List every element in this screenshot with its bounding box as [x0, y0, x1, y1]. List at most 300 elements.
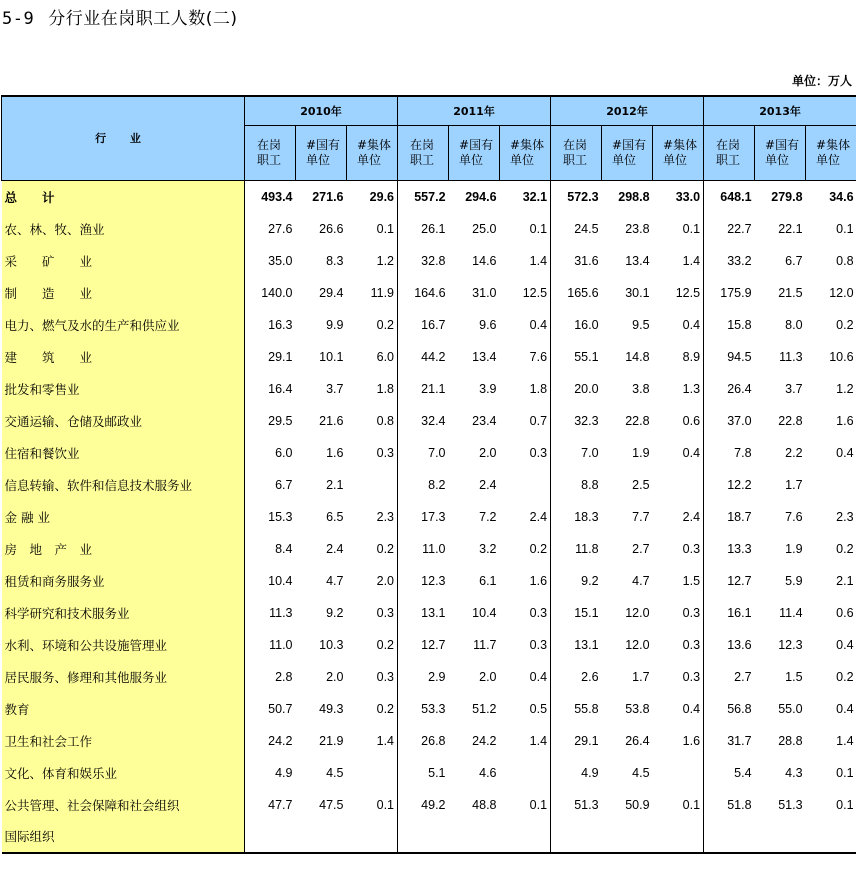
value-cell: 53.8: [625, 701, 650, 716]
value-cell: 12.5: [500, 277, 551, 309]
value-cell: 14.6: [472, 253, 497, 268]
employed-staff-header: 在岗 职工: [551, 126, 602, 181]
industry-name: 教育: [2, 693, 245, 725]
value-cell: [653, 757, 704, 789]
value-cell: 16.4: [268, 381, 293, 396]
value-cell: 2.6: [581, 669, 599, 684]
value-cell: [653, 821, 704, 853]
value-cell: 0.1: [500, 789, 551, 821]
value-cell: 5.9: [785, 573, 803, 588]
value-cell: 10.4: [268, 573, 293, 588]
value-cell: 0.3: [347, 597, 398, 629]
value-cell: 55.1: [574, 349, 599, 364]
value-cell: 51.3: [778, 797, 803, 812]
value-cell: 2.8: [275, 669, 293, 684]
employed-staff-header: 在岗 职工: [398, 126, 449, 181]
value-cell: [704, 821, 755, 853]
value-cell: [653, 469, 704, 501]
value-cell: 3.8: [632, 381, 650, 396]
industry-name: 居民服务、修理和其他服务业: [2, 661, 245, 693]
value-cell: 5.1: [428, 765, 446, 780]
value-cell: 8.2: [428, 477, 446, 492]
value-cell: 4.7: [326, 573, 344, 588]
value-cell: 0.1: [347, 213, 398, 245]
value-cell: 2.7: [632, 541, 650, 556]
value-cell: 2.3: [347, 501, 398, 533]
value-cell: 14.8: [625, 349, 650, 364]
value-cell: 4.7: [632, 573, 650, 588]
value-cell: 4.6: [479, 765, 497, 780]
value-cell: 13.1: [421, 605, 446, 620]
industry-name: 采 矿 业: [2, 245, 245, 277]
value-cell: 11.9: [347, 277, 398, 309]
page-title: [2, 4, 237, 29]
collective-header: #集体 单位: [347, 126, 398, 181]
value-cell: 20.0: [574, 381, 599, 396]
value-cell: 4.9: [275, 765, 293, 780]
value-cell: 572.3: [567, 189, 599, 204]
value-cell: [500, 821, 551, 853]
value-cell: 7.2: [479, 509, 497, 524]
value-cell: 16.0: [574, 317, 599, 332]
value-cell: 0.1: [347, 789, 398, 821]
value-cell: 9.9: [326, 317, 344, 332]
value-cell: 31.0: [472, 285, 497, 300]
value-cell: 49.3: [319, 701, 344, 716]
value-cell: 10.3: [319, 637, 344, 652]
value-cell: 11.7: [473, 637, 497, 652]
industry-name: 住宿和餐饮业: [2, 437, 245, 469]
table-row: [2, 437, 856, 469]
value-cell: 1.7: [785, 477, 803, 492]
value-cell: 1.6: [326, 445, 344, 460]
value-cell: 28.8: [778, 733, 803, 748]
value-cell: 0.2: [836, 669, 854, 684]
value-cell: 13.3: [727, 541, 752, 556]
value-cell: 33.0: [653, 181, 704, 213]
value-cell: 3.9: [479, 381, 497, 396]
value-cell: [806, 821, 856, 853]
value-cell: 32.4: [421, 413, 446, 428]
value-cell: 2.2: [785, 445, 803, 460]
value-cell: 0.4: [653, 437, 704, 469]
value-cell: 0.3: [500, 597, 551, 629]
value-cell: 9.2: [326, 605, 344, 620]
industry-column-header: 行 业: [2, 96, 245, 181]
value-cell: 557.2: [414, 189, 446, 204]
industry-name: 制 造 业: [2, 277, 245, 309]
value-cell: 32.8: [421, 253, 446, 268]
value-cell: 1.2: [347, 245, 398, 277]
value-cell: 10.1: [319, 349, 344, 364]
year-header: 2011年: [398, 96, 551, 126]
collective-header: #集体 单位: [806, 126, 856, 181]
value-cell: 37.0: [727, 413, 752, 428]
value-cell: 48.8: [472, 797, 497, 812]
value-cell: 0.6: [653, 405, 704, 437]
value-cell: 21.9: [319, 733, 344, 748]
value-cell: 4.5: [632, 765, 650, 780]
value-cell: 9.6: [479, 317, 497, 332]
value-cell: 13.4: [472, 349, 497, 364]
value-cell: 2.1: [836, 573, 854, 588]
value-cell: [449, 821, 500, 853]
value-cell: 29.4: [319, 285, 344, 300]
value-cell: 16.1: [727, 605, 752, 620]
value-cell: 11.3: [779, 349, 803, 364]
value-cell: 0.3: [347, 437, 398, 469]
value-cell: 1.8: [500, 373, 551, 405]
value-cell: 17.3: [421, 509, 446, 524]
year-header-row: [2, 96, 856, 126]
value-cell: 2.1: [326, 477, 344, 492]
employed-staff-header: 在岗 职工: [245, 126, 296, 181]
value-cell: 271.6: [312, 189, 344, 204]
value-cell: 6.5: [326, 509, 344, 524]
value-cell: 1.5: [653, 565, 704, 597]
industry-name: 卫生和社会工作: [2, 725, 245, 757]
state-owned-header: #国有 单位: [602, 126, 653, 181]
value-cell: 35.0: [268, 253, 293, 268]
value-cell: 2.4: [326, 541, 344, 556]
value-cell: 0.8: [347, 405, 398, 437]
value-cell: 18.7: [727, 509, 752, 524]
table-row: [2, 277, 856, 309]
value-cell: 0.2: [836, 317, 854, 332]
value-cell: 6.7: [785, 253, 803, 268]
value-cell: 24.2: [268, 733, 293, 748]
value-cell: 9.5: [632, 317, 650, 332]
table-row: [2, 341, 856, 373]
value-cell: 11.3: [269, 605, 293, 620]
value-cell: 51.2: [472, 701, 497, 716]
value-cell: 2.4: [653, 501, 704, 533]
table-row: [2, 213, 856, 245]
state-owned-header: #国有 单位: [755, 126, 806, 181]
value-cell: 0.3: [653, 661, 704, 693]
industry-name: 信息转输、软件和信息技术服务业: [2, 469, 245, 501]
table-row: [2, 181, 856, 213]
value-cell: 294.6: [465, 189, 497, 204]
collective-header: #集体 单位: [653, 126, 704, 181]
value-cell: 12.0: [625, 605, 650, 620]
value-cell: 2.0: [347, 565, 398, 597]
value-cell: 7.0: [581, 445, 599, 460]
value-cell: 0.3: [653, 629, 704, 661]
value-cell: [602, 821, 653, 853]
table-row: [2, 693, 856, 725]
value-cell: 0.1: [653, 789, 704, 821]
value-cell: 11.0: [269, 637, 293, 652]
industry-name: 国际组织: [2, 821, 245, 853]
value-cell: 22.8: [625, 413, 650, 428]
value-cell: 18.3: [574, 509, 599, 524]
value-cell: 0.2: [347, 533, 398, 565]
value-cell: 11.8: [575, 541, 599, 556]
value-cell: 0.3: [500, 629, 551, 661]
value-cell: 1.4: [500, 245, 551, 277]
value-cell: 1.2: [836, 381, 854, 396]
value-cell: 175.9: [720, 285, 752, 300]
industry-name: 房 地 产 业: [2, 533, 245, 565]
value-cell: 2.5: [632, 477, 650, 492]
value-cell: 12.3: [778, 637, 803, 652]
value-cell: 1.4: [653, 245, 704, 277]
value-cell: 648.1: [720, 189, 752, 204]
value-cell: 12.5: [653, 277, 704, 309]
value-cell: 279.8: [771, 189, 803, 204]
value-cell: 2.3: [836, 509, 854, 524]
value-cell: [500, 469, 551, 501]
value-cell: 1.4: [347, 725, 398, 757]
value-cell: 13.1: [574, 637, 599, 652]
value-cell: 7.0: [428, 445, 446, 460]
table-title: 分行业在岗职工人数(二): [48, 9, 238, 29]
employed-staff-header: 在岗 职工: [704, 126, 755, 181]
value-cell: [806, 469, 856, 501]
table-row: [2, 245, 856, 277]
value-cell: 55.8: [574, 701, 599, 716]
value-cell: [245, 821, 296, 853]
value-cell: [500, 757, 551, 789]
value-cell: 0.7: [500, 405, 551, 437]
value-cell: 5.4: [734, 765, 752, 780]
value-cell: 6.7: [275, 477, 293, 492]
value-cell: 32.3: [574, 413, 599, 428]
value-cell: 15.8: [727, 317, 752, 332]
value-cell: [551, 821, 602, 853]
value-cell: 140.0: [261, 285, 293, 300]
value-cell: 15.3: [268, 509, 293, 524]
value-cell: 3.2: [479, 541, 497, 556]
value-cell: 25.0: [472, 221, 497, 236]
industry-name: 电力、燃气及水的生产和供应业: [2, 309, 245, 341]
value-cell: 53.3: [421, 701, 446, 716]
value-cell: 33.2: [727, 253, 752, 268]
value-cell: 24.5: [574, 221, 599, 236]
table-row: [2, 501, 856, 533]
value-cell: 1.4: [500, 725, 551, 757]
value-cell: 10.4: [472, 605, 497, 620]
value-cell: 34.6: [829, 189, 854, 204]
industry-name: 科学研究和技术服务业: [2, 597, 245, 629]
value-cell: 32.1: [500, 181, 551, 213]
unit-label: 单位：万人: [791, 74, 852, 88]
value-cell: 1.5: [785, 669, 803, 684]
table-body: [2, 181, 856, 853]
value-cell: 2.0: [479, 445, 497, 460]
value-cell: 29.1: [268, 349, 293, 364]
value-cell: 7.6: [500, 341, 551, 373]
year-header: 2012年: [551, 96, 704, 126]
value-cell: 10.6: [829, 349, 854, 364]
value-cell: 1.9: [632, 445, 650, 460]
value-cell: 12.0: [625, 637, 650, 652]
value-cell: 7.6: [785, 509, 803, 524]
industry-name: 交通运输、仓储及邮政业: [2, 405, 245, 437]
value-cell: 0.6: [836, 605, 854, 620]
value-cell: 16.7: [421, 317, 446, 332]
table-row: [2, 821, 856, 853]
table-row: [2, 661, 856, 693]
value-cell: 15.1: [574, 605, 599, 620]
value-cell: 9.2: [581, 573, 599, 588]
value-cell: 4.5: [326, 765, 344, 780]
value-cell: 2.0: [479, 669, 497, 684]
value-cell: 0.2: [836, 541, 854, 556]
value-cell: 26.4: [625, 733, 650, 748]
value-cell: 165.6: [567, 285, 599, 300]
value-cell: 13.4: [625, 253, 650, 268]
value-cell: [347, 757, 398, 789]
value-cell: 8.8: [581, 477, 599, 492]
value-cell: 1.3: [653, 373, 704, 405]
value-cell: 55.0: [778, 701, 803, 716]
value-cell: 11.4: [779, 605, 803, 620]
value-cell: 23.4: [472, 413, 497, 428]
value-cell: 0.4: [500, 309, 551, 341]
value-cell: 22.1: [778, 221, 803, 236]
value-cell: 493.4: [261, 189, 293, 204]
industry-name: 农、林、牧、渔业: [2, 213, 245, 245]
value-cell: 24.2: [472, 733, 497, 748]
value-cell: 2.7: [734, 669, 752, 684]
value-cell: 2.4: [500, 501, 551, 533]
industry-name: 金 融 业: [2, 501, 245, 533]
value-cell: 29.1: [574, 733, 599, 748]
value-cell: 11.0: [422, 541, 446, 556]
value-cell: 0.8: [836, 253, 854, 268]
state-owned-header: #国有 单位: [296, 126, 347, 181]
value-cell: 0.5: [500, 693, 551, 725]
value-cell: 0.2: [500, 533, 551, 565]
value-cell: 29.5: [268, 413, 293, 428]
value-cell: 1.6: [653, 725, 704, 757]
value-cell: 1.7: [632, 669, 650, 684]
value-cell: 16.3: [268, 317, 293, 332]
value-cell: [347, 469, 398, 501]
industry-name: 租赁和商务服务业: [2, 565, 245, 597]
value-cell: 50.7: [268, 701, 293, 716]
statistics-table: [1, 95, 856, 854]
year-header: 2010年: [245, 96, 398, 126]
value-cell: 298.8: [618, 189, 650, 204]
value-cell: 27.6: [268, 221, 293, 236]
value-cell: 26.8: [421, 733, 446, 748]
value-cell: 47.5: [319, 797, 344, 812]
value-cell: 0.4: [500, 661, 551, 693]
value-cell: 56.8: [727, 701, 752, 716]
value-cell: 26.4: [727, 381, 752, 396]
value-cell: 12.0: [829, 285, 854, 300]
value-cell: 4.3: [785, 765, 803, 780]
value-cell: 2.9: [428, 669, 446, 684]
value-cell: 7.8: [734, 445, 752, 460]
value-cell: 21.6: [319, 413, 344, 428]
value-cell: 13.6: [727, 637, 752, 652]
year-header: 2013年: [704, 96, 856, 126]
value-cell: 26.1: [421, 221, 446, 236]
value-cell: 0.2: [347, 309, 398, 341]
value-cell: 2.4: [479, 477, 497, 492]
value-cell: 7.7: [632, 509, 650, 524]
value-cell: 0.1: [836, 797, 854, 812]
value-cell: 3.7: [785, 381, 803, 396]
value-cell: 44.2: [421, 349, 446, 364]
table-row: [2, 789, 856, 821]
value-cell: 4.9: [581, 765, 599, 780]
collective-header: #集体 单位: [500, 126, 551, 181]
value-cell: 3.7: [326, 381, 344, 396]
value-cell: 8.4: [275, 541, 293, 556]
industry-name: 水利、环境和公共设施管理业: [2, 629, 245, 661]
value-cell: 0.1: [653, 213, 704, 245]
value-cell: 0.1: [836, 221, 854, 236]
value-cell: 0.4: [836, 701, 854, 716]
value-cell: 1.6: [836, 413, 854, 428]
value-cell: 8.9: [653, 341, 704, 373]
value-cell: 94.5: [727, 349, 752, 364]
value-cell: 50.9: [625, 797, 650, 812]
table-row: [2, 373, 856, 405]
value-cell: 12.7: [421, 637, 446, 652]
value-cell: 0.4: [653, 309, 704, 341]
table-row: [2, 725, 856, 757]
value-cell: 31.6: [574, 253, 599, 268]
value-cell: 12.3: [421, 573, 446, 588]
table-row: [2, 629, 856, 661]
value-cell: 0.4: [653, 693, 704, 725]
industry-name: 总 计: [2, 181, 245, 213]
value-cell: 8.0: [785, 317, 803, 332]
table-row: [2, 565, 856, 597]
value-cell: 30.1: [625, 285, 650, 300]
value-cell: 0.3: [347, 661, 398, 693]
industry-name: 文化、体育和娱乐业: [2, 757, 245, 789]
value-cell: 1.4: [836, 733, 854, 748]
value-cell: 51.3: [574, 797, 599, 812]
value-cell: 31.7: [727, 733, 752, 748]
value-cell: 1.9: [785, 541, 803, 556]
value-cell: 21.1: [421, 381, 446, 396]
value-cell: 164.6: [414, 285, 446, 300]
table-row: [2, 757, 856, 789]
value-cell: 6.0: [275, 445, 293, 460]
industry-name: 建 筑 业: [2, 341, 245, 373]
value-cell: 0.1: [836, 765, 854, 780]
value-cell: 6.0: [347, 341, 398, 373]
value-cell: [398, 821, 449, 853]
value-cell: 0.3: [653, 597, 704, 629]
table-row: [2, 405, 856, 437]
value-cell: 12.7: [727, 573, 752, 588]
value-cell: 0.4: [836, 637, 854, 652]
value-cell: 0.3: [500, 437, 551, 469]
value-cell: 1.8: [347, 373, 398, 405]
value-cell: 1.6: [500, 565, 551, 597]
value-cell: 0.2: [347, 629, 398, 661]
state-owned-header: #国有 单位: [449, 126, 500, 181]
value-cell: 23.8: [625, 221, 650, 236]
value-cell: 47.7: [268, 797, 293, 812]
table-row: [2, 597, 856, 629]
table-row: [2, 533, 856, 565]
value-cell: 22.7: [727, 221, 752, 236]
table-code: 5-9: [2, 9, 35, 29]
value-cell: [755, 821, 806, 853]
value-cell: 2.0: [326, 669, 344, 684]
value-cell: 21.5: [778, 285, 803, 300]
